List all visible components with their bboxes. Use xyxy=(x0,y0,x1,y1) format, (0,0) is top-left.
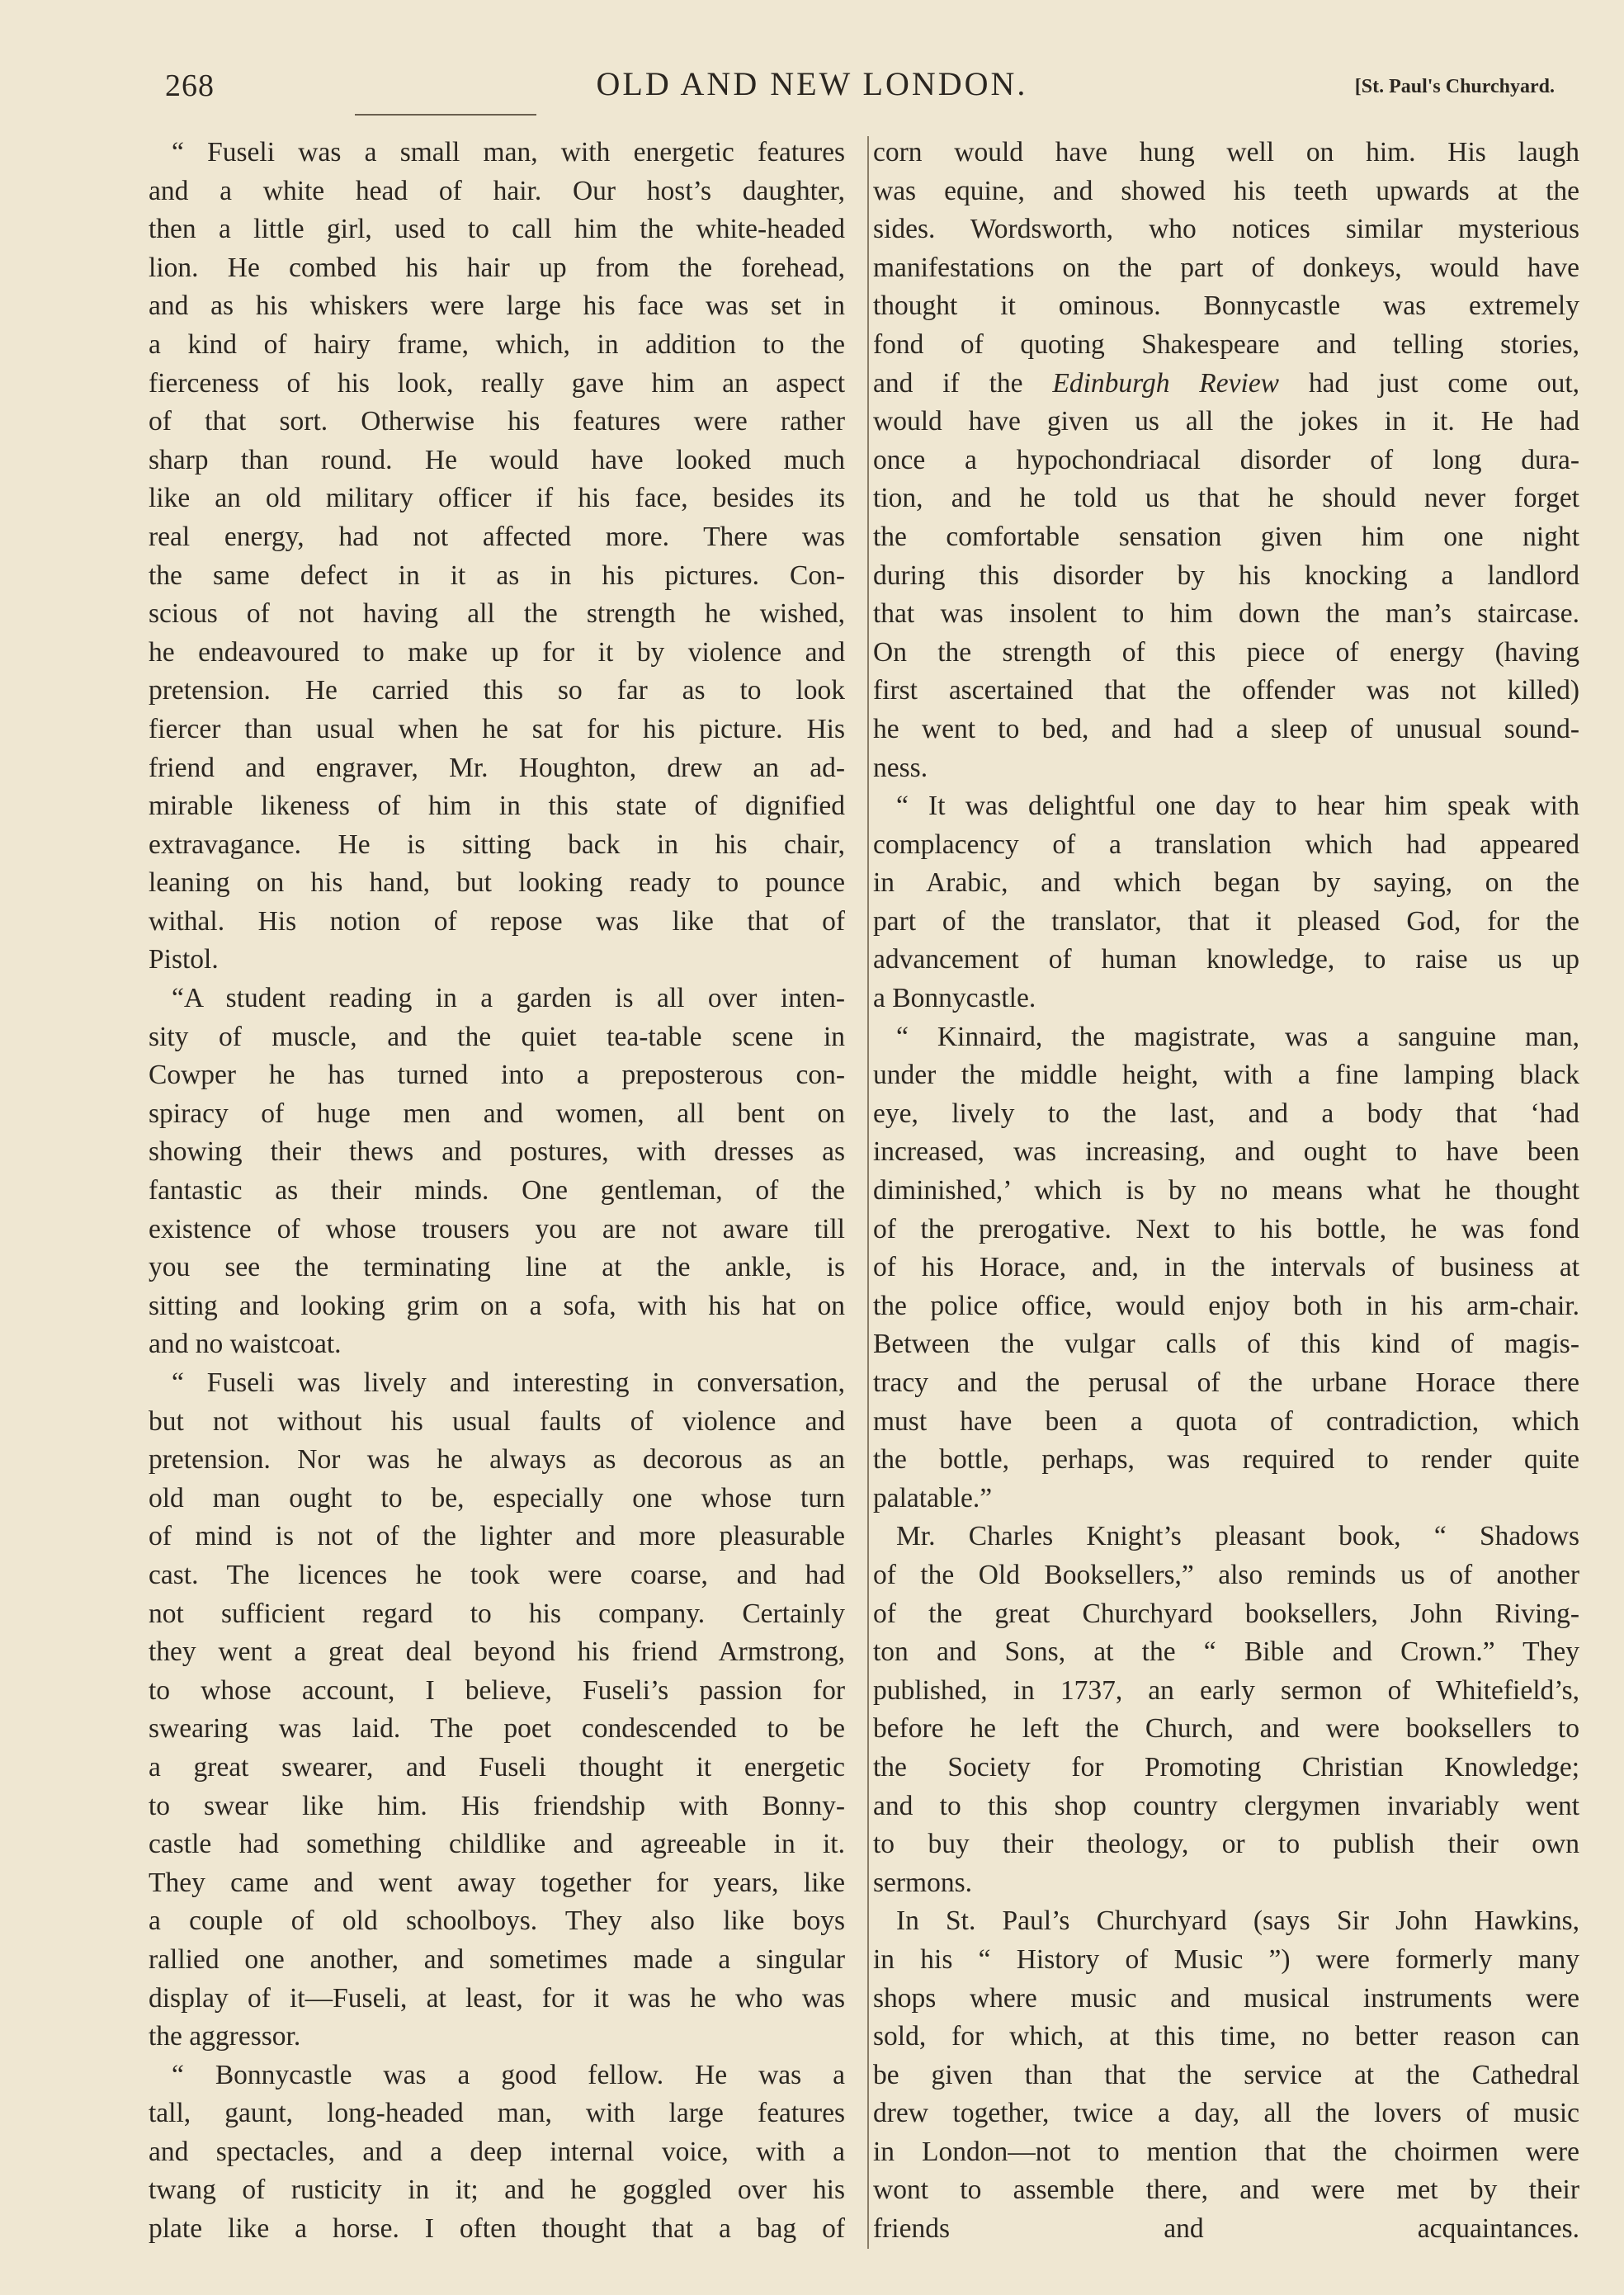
text-line: tall, gaunt, long-headed man, with large features xyxy=(149,2098,845,2129)
text-line: real energy, had not affected more. There was xyxy=(149,521,845,552)
text-line: sitting and looking grim on a sofa, with his hat on xyxy=(149,1290,845,1321)
text-line: was equine, and showed his teeth upwards at the xyxy=(873,175,1579,206)
text-line: the police office, would enjoy both in his arm-chair. xyxy=(873,1290,1579,1321)
text-line: rallied one another, and sometimes made a singular xyxy=(149,1943,845,1975)
text-line: and to this shop country clergymen invariably went xyxy=(873,1790,1579,1821)
text-line: fantastic as their minds. One gentleman, of the xyxy=(149,1175,845,1207)
text-line: pretension. He carried this so far as to look xyxy=(149,675,845,706)
text-line: of mind is not of the lighter and more pleasurable xyxy=(149,1521,845,1552)
text-line: published, in 1737, an early sermon of Whitefield’s, xyxy=(873,1674,1579,1706)
text-line: castle had something childlike and agreeable in it. xyxy=(149,1829,845,1860)
text-line: sold, for which, at this time, no better reason can xyxy=(873,2021,1579,2052)
text-line: plate like a horse. I often thought that a bag of xyxy=(149,2213,845,2245)
text-line: palatable.” xyxy=(873,1482,993,1513)
text-line: not sufficient regard to his company. Certainly xyxy=(149,1598,845,1629)
italic-title: Edinburgh Review xyxy=(1052,367,1280,399)
text-line: ness. xyxy=(873,752,928,783)
text-line: friend and engraver, Mr. Houghton, drew an ad- xyxy=(149,752,845,783)
text-line: ton and Sons, at the “ Bible and Crown.” They xyxy=(873,1636,1579,1668)
text-line: a Bonnycastle. xyxy=(873,983,1036,1014)
text-line: he endeavoured to make up for it by violence and xyxy=(149,636,845,668)
text-line: Mr. Charles Knight’s pleasant book, “ Shadows xyxy=(896,1521,1579,1552)
text-line: eye, lively to the last, and a body that ‘had xyxy=(873,1098,1579,1129)
text-line: part of the translator, that it pleased God, for the xyxy=(873,905,1579,937)
text-line: lion. He combed his hair up from the forehead, xyxy=(149,252,845,283)
text-line: a kind of hairy frame, which, in addition to the xyxy=(149,328,845,360)
text-line: once a hypochondriacal disorder of long dura- xyxy=(873,444,1579,475)
text-line: of the Old Booksellers,” also reminds us of another xyxy=(873,1559,1579,1590)
running-title: OLD AND NEW LONDON. xyxy=(596,65,1028,102)
text-line: before he left the Church, and were booksellers to xyxy=(873,1713,1579,1745)
text-line: and as his whiskers were large his face was set in xyxy=(149,290,845,322)
text-line: that was insolent to him down the man’s staircase. xyxy=(873,598,1579,630)
text-line: thought it ominous. Bonnycastle was extremely xyxy=(873,290,1579,322)
text-line: a couple of old schoolboys. They also like boys xyxy=(149,1905,845,1937)
text-line: wont to assemble there, and were met by their xyxy=(873,2175,1579,2206)
text-line: and no waistcoat. xyxy=(149,1329,342,1360)
text-line: then a little girl, used to call him the white-headed xyxy=(149,214,845,245)
right-column xyxy=(873,134,1579,2249)
page-header xyxy=(0,64,1624,122)
text-line: tracy and the perusal of the urbane Horace there xyxy=(873,1367,1579,1398)
text-line: leaning on his hand, but looking ready to pounce xyxy=(149,867,845,899)
text-line: the same defect in it as in his pictures. Con- xyxy=(149,560,845,591)
text-line: the Society for Promoting Christian Knowledge; xyxy=(873,1751,1579,1783)
text-line: in Arabic, and which began by saying, on the xyxy=(873,867,1579,899)
text-line: sharp than round. He would have looked much xyxy=(149,444,845,475)
text-line: advancement of human knowledge, to raise us up xyxy=(873,944,1579,975)
text-line: In St. Paul’s Churchyard (says Sir John Hawkins, xyxy=(896,1905,1579,1937)
text-line: you see the terminating line at the ankle, is xyxy=(149,1252,845,1283)
text-line: during this disorder by his knocking a landlord xyxy=(873,560,1579,591)
text-line: and a white head of hair. Our host’s daughter, xyxy=(149,175,845,206)
text-line: “ Bonnycastle was a good fellow. He was a xyxy=(172,2059,845,2090)
text-line: he went to bed, and had a sleep of unusual sound- xyxy=(873,713,1579,744)
text-line: must have been a quota of contradiction, which xyxy=(873,1405,1579,1437)
text-line: increased, was increasing, and ought to have been xyxy=(873,1136,1579,1168)
text-line: extravagance. He is sitting back in his chair, xyxy=(149,829,845,860)
text-line: sides. Wordsworth, who notices similar mysterious xyxy=(873,214,1579,245)
text-line: spiracy of huge men and women, all bent on xyxy=(149,1098,845,1129)
text-line: under the middle height, with a fine lamping black xyxy=(873,1060,1579,1091)
text-line: scious of not having all the strength he wished, xyxy=(149,598,845,630)
text-line: of the great Churchyard booksellers, John Riving- xyxy=(873,1598,1579,1629)
text-line: the comfortable sensation given him one night xyxy=(873,521,1579,552)
text-line: friends and acquaintances. xyxy=(873,2213,1579,2245)
text-line: of his Horace, and, in the intervals of business at xyxy=(873,1252,1579,1283)
text-line: to swear like him. His friendship with Bonny- xyxy=(149,1790,845,1821)
text-line: they went a great deal beyond his friend Armstrong, xyxy=(149,1636,845,1668)
text-line: showing their thews and postures, with dresses as xyxy=(149,1136,845,1168)
text-line: cast. The licences he took were coarse, and had xyxy=(149,1559,845,1590)
text-line: “ It was delightful one day to hear him speak with xyxy=(896,791,1579,822)
left-column xyxy=(149,134,845,2249)
text-line: swearing was laid. The poet condescended to be xyxy=(149,1713,845,1745)
text-line: be given than that the service at the Cathedral xyxy=(873,2059,1579,2090)
text-line: old man ought to be, especially one whose turn xyxy=(149,1482,845,1513)
text-line: They came and went away together for years, like xyxy=(149,1867,845,1898)
text-line: display of it—Fuseli, at least, for it was he who was xyxy=(149,1982,845,2014)
text-line: corn would have hung well on him. His laugh xyxy=(873,137,1579,168)
text-line: complacency of a translation which had appeared xyxy=(873,829,1579,860)
text-line: but not without his usual faults of violence and xyxy=(149,1405,845,1437)
text-line: On the strength of this piece of energy (having xyxy=(873,636,1579,668)
text-line: pretension. Nor was he always as decorous as an xyxy=(149,1444,845,1476)
column-divider xyxy=(867,136,869,2249)
text-line: existence of whose trousers you are not aware till xyxy=(149,1213,845,1244)
text-line: a great swearer, and Fuseli thought it energetic xyxy=(149,1751,845,1783)
text-line: fierceness of his look, really gave him an aspect xyxy=(149,367,845,399)
text-line: mirable likeness of him in this state of dignified xyxy=(149,791,845,822)
text-line: and if the Edinburgh Review had just come out, xyxy=(873,367,1579,399)
text-line: “ Fuseli was lively and interesting in conversation, xyxy=(172,1367,845,1398)
text-line: in his “ History of Music ”) were formerly many xyxy=(873,1943,1579,1975)
text-line: sity of muscle, and the quiet tea-table scene in xyxy=(149,1021,845,1052)
text-line: diminished,’ which is by no means what he thought xyxy=(873,1175,1579,1207)
text-line: twang of rusticity in it; and he goggled over his xyxy=(149,2175,845,2206)
text-line: of that sort. Otherwise his features were rather xyxy=(149,406,845,437)
text-line: shops where music and musical instruments were xyxy=(873,1982,1579,2014)
text-line: Cowper he has turned into a preposterous con- xyxy=(149,1060,845,1091)
text-line: like an old military officer if his face, besides its xyxy=(149,483,845,514)
header-rule xyxy=(355,114,536,116)
page-number: 268 xyxy=(165,68,215,103)
text-line: “ Fuseli was a small man, with energetic features xyxy=(172,137,845,168)
text-line: fond of quoting Shakespeare and telling stories, xyxy=(873,328,1579,360)
text-line: manifestations on the part of donkeys, would have xyxy=(873,252,1579,283)
text-line: Pistol. xyxy=(149,944,219,975)
text-line: the bottle, perhaps, was required to render quite xyxy=(873,1444,1579,1476)
text-line: Between the vulgar calls of this kind of magis- xyxy=(873,1329,1579,1360)
text-line: tion, and he told us that he should never forget xyxy=(873,483,1579,514)
text-line: to buy their theology, or to publish their own xyxy=(873,1829,1579,1860)
text-line: fiercer than usual when he sat for his picture. His xyxy=(149,713,845,744)
text-line: drew together, twice a day, all the lovers of music xyxy=(873,2098,1579,2129)
text-line: withal. His notion of repose was like that of xyxy=(149,905,845,937)
section-reference: [St. Paul's Churchyard. xyxy=(1354,76,1555,97)
text-line: in London—not to mention that the choirmen were xyxy=(873,2136,1579,2167)
text-line: the aggressor. xyxy=(149,2021,301,2052)
text-line: and spectacles, and a deep internal voice, with a xyxy=(149,2136,845,2167)
text-line: first ascertained that the offender was not killed) xyxy=(873,675,1579,706)
text-line: of the prerogative. Next to his bottle, he was fond xyxy=(873,1213,1579,1244)
text-line: “A student reading in a garden is all over inten- xyxy=(172,983,845,1014)
text-line: would have given us all the jokes in it. He had xyxy=(873,406,1579,437)
text-line: sermons. xyxy=(873,1867,973,1898)
text-line: to whose account, I believe, Fuseli’s passion for xyxy=(149,1674,845,1706)
text-line: “ Kinnaird, the magistrate, was a sanguine man, xyxy=(896,1021,1579,1052)
